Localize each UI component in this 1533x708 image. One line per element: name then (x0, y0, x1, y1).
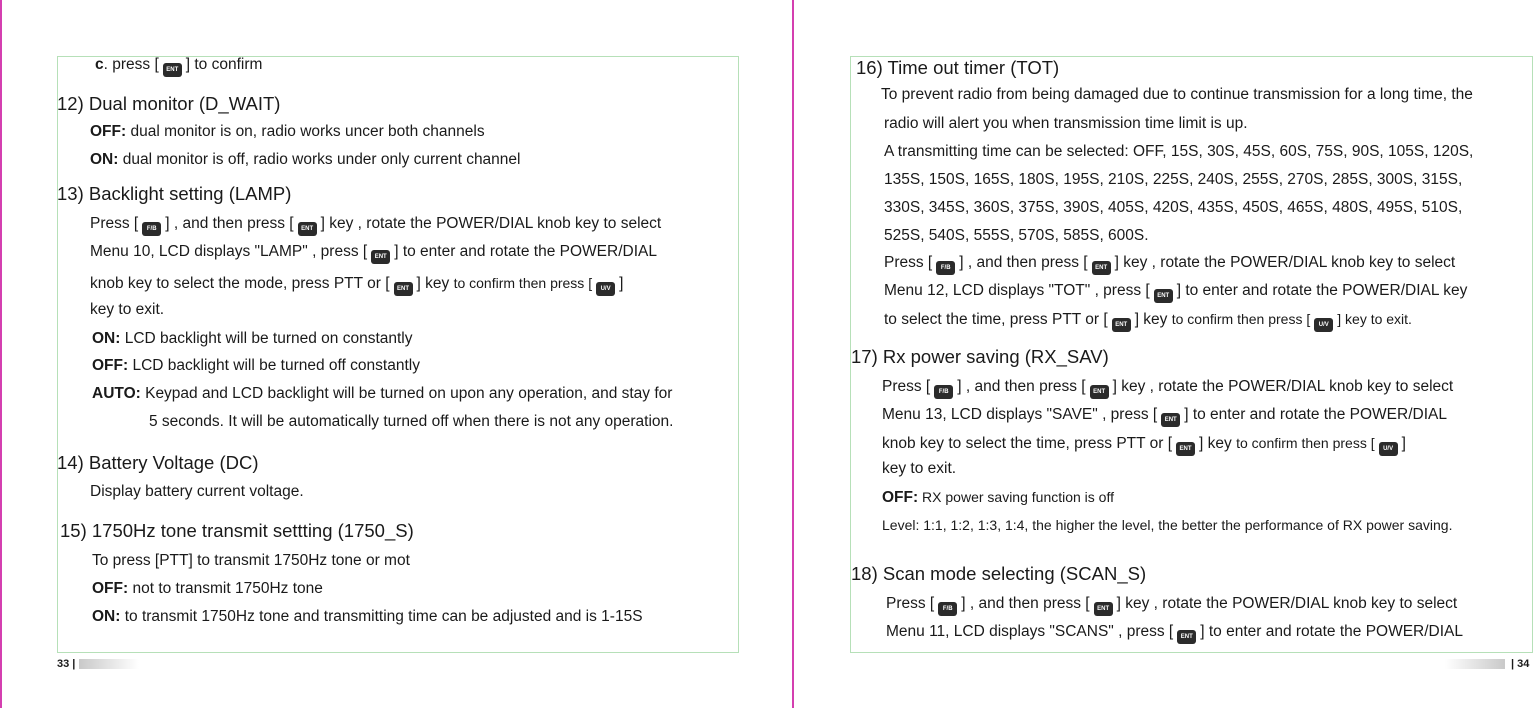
text: Press [ (90, 215, 139, 232)
section-17-heading: 17) Rx power saving (RX_SAV) (851, 346, 1109, 367)
option-text: LCD backlight will be turned on constantly (120, 330, 413, 347)
ent-key-icon: ENT (371, 250, 390, 264)
section-15-heading: 15) 1750Hz tone transmit settting (1750_S) (60, 520, 414, 541)
backlight-auto-line (92, 385, 672, 403)
rx-save-instruction-line (882, 378, 1453, 399)
text: ] , and then press [ (961, 595, 1090, 612)
option-text: to transmit 1750Hz tone and transmitting time can be adjusted and is 1-15S (120, 608, 643, 625)
uv-key-icon: U/V (596, 282, 615, 296)
scan-instruction-line (886, 595, 1457, 616)
text: ] key to exit. (1337, 311, 1412, 327)
rx-save-instruction-line (882, 434, 1406, 456)
ent-key-icon: ENT (1092, 261, 1111, 275)
page-number: 34 (1517, 658, 1530, 670)
text: ] (619, 275, 624, 292)
text: ] , and then press [ (957, 378, 1086, 395)
confirm-step (95, 56, 262, 77)
option-text: LCD backlight will be turned off constantly (128, 357, 420, 374)
ent-key-icon: ENT (1112, 318, 1131, 332)
rx-save-instruction-line (882, 406, 1447, 427)
backlight-off-line (92, 357, 420, 375)
text: Press [ (886, 595, 935, 612)
step-text: ] to confirm (185, 56, 263, 73)
ent-key-icon: ENT (1094, 602, 1113, 616)
text: ] key (416, 275, 450, 292)
page-gutter (792, 0, 794, 708)
section-12-heading: 12) Dual monitor (D_WAIT) (57, 93, 281, 114)
section-16-heading: 16) Time out timer (TOT) (856, 57, 1060, 78)
option-label: ON: (90, 151, 119, 168)
step-letter: c (95, 56, 104, 73)
dual-monitor-on-line (90, 151, 520, 169)
text: Menu 10, LCD displays "LAMP" , press [ (90, 243, 368, 260)
tot-options-line: 330S, 345S, 360S, 375S, 390S, 405S, 420S, 435S, 450S, 465S, 480S, 495S, 510S, (884, 199, 1463, 216)
text: ] , and then press [ (959, 254, 1088, 271)
text: ] , and then press [ (165, 215, 294, 232)
text: ] key , rotate the POWER/DIAL knob key to select (1112, 378, 1454, 395)
option-label: ON: (92, 608, 121, 625)
rx-save-off-line (882, 488, 1114, 507)
tone-off-line (92, 580, 323, 598)
backlight-auto-continued: 5 seconds. It will be automatically turned off when there is not any operation. (149, 413, 674, 430)
option-label: OFF: (92, 357, 129, 374)
dual-monitor-off-line (90, 123, 485, 141)
rx-save-instruction-line: key to exit. (882, 460, 957, 477)
text: Menu 13, LCD displays "SAVE" , press [ (882, 406, 1158, 423)
text: ] key (1134, 311, 1168, 328)
ent-key-icon: ENT (163, 63, 182, 77)
text: Menu 11, LCD displays "SCANS" , press [ (886, 623, 1174, 640)
text: ] key , rotate the POWER/DIAL knob key to select (320, 215, 662, 232)
text: ] (1401, 435, 1406, 452)
fb-key-icon: F/B (142, 222, 161, 236)
ent-key-icon: ENT (1154, 289, 1173, 303)
text: Menu 12, LCD displays "TOT" , press [ (884, 282, 1150, 299)
text: ] key , rotate the POWER/DIAL knob key to select (1114, 254, 1456, 271)
text: [ (1167, 435, 1173, 452)
backlight-instruction-line: key to exit. (90, 301, 165, 318)
backlight-instruction-line (90, 215, 661, 236)
tone-on-line (92, 608, 643, 626)
uv-key-icon: U/V (1314, 318, 1333, 332)
tot-description-line: To prevent radio from being damaged due to continue transmission for a long time, the (881, 86, 1473, 103)
ent-key-icon: ENT (298, 222, 317, 236)
option-label: OFF: (92, 580, 129, 597)
ent-key-icon: ENT (1161, 413, 1180, 427)
footer-bar-left (79, 659, 139, 669)
tot-instruction-line (884, 254, 1455, 275)
page-number-right: | 34 (1511, 658, 1530, 670)
tot-options-line: 135S, 150S, 165S, 180S, 195S, 210S, 225S, 240S, 255S, 270S, 285S, 300S, 315S, (884, 171, 1463, 188)
page-number: 33 (57, 658, 70, 670)
ent-key-icon: ENT (1177, 630, 1196, 644)
tone-description: To press [PTT] to transmit 1750Hz tone or mot (92, 552, 410, 569)
option-text: dual monitor is on, radio works uncer both channels (126, 123, 485, 140)
option-label: ON: (92, 330, 121, 347)
page-number-left: 33 | (57, 658, 76, 670)
text: ] key (1199, 435, 1232, 452)
step-text: . press [ (103, 56, 159, 73)
text: Press [ (884, 254, 933, 271)
fb-key-icon: F/B (936, 261, 955, 275)
text: knob key to select the time, press PTT or (882, 435, 1164, 452)
text: to select the time, press PTT or [ (884, 311, 1108, 328)
text: ] to enter and rotate the POWER/DIAL (1184, 406, 1447, 423)
text: to confirm then press [ (453, 275, 593, 291)
option-text: dual monitor is off, radio works under only current channel (118, 151, 521, 168)
backlight-instruction-line (90, 274, 623, 296)
text: Press [ (882, 378, 931, 395)
fb-key-icon: F/B (938, 602, 957, 616)
text: to confirm then press [ (1236, 435, 1375, 451)
footer-bar-right (1445, 659, 1505, 669)
option-text: RX power saving function is off (918, 489, 1114, 505)
ent-key-icon: ENT (394, 282, 413, 296)
tot-description-line: radio will alert you when transmission time limit is up. (884, 115, 1248, 132)
text: ] to enter and rotate the POWER/DIAL (394, 243, 657, 260)
tot-instruction-line (884, 310, 1412, 332)
text: ] to enter and rotate the POWER/DIAL (1200, 623, 1464, 640)
text: to confirm then press [ (1171, 311, 1311, 327)
rx-save-level-line: Level: 1:1, 1:2, 1:3, 1:4, the higher the level, the better the performance of RX power saving. (882, 517, 1453, 533)
option-label: OFF: (90, 123, 127, 140)
battery-description: Display battery current voltage. (90, 483, 304, 500)
backlight-on-line (92, 330, 413, 348)
text: ] to enter and rotate the POWER/DIAL key (1176, 282, 1468, 299)
uv-key-icon: U/V (1379, 442, 1398, 456)
option-label: OFF: (882, 489, 919, 506)
section-14-heading: 14) Battery Voltage (DC) (57, 452, 259, 473)
backlight-instruction-line (90, 243, 657, 264)
scan-instruction-line (886, 623, 1463, 644)
ent-key-icon: ENT (1176, 442, 1195, 456)
option-label: AUTO: (92, 385, 141, 402)
option-text: Keypad and LCD backlight will be turned on upon any operation, and stay for (140, 385, 673, 402)
fb-key-icon: F/B (934, 385, 953, 399)
text: knob key to select the mode, press PTT or [ (90, 275, 390, 292)
tot-options-line: 525S, 540S, 555S, 570S, 585S, 600S. (884, 227, 1149, 244)
left-page-edge (0, 0, 2, 708)
ent-key-icon: ENT (1090, 385, 1109, 399)
text: ] key , rotate the POWER/DIAL knob key to select (1116, 595, 1458, 612)
tot-options-line: A transmitting time can be selected: OFF, 15S, 30S, 45S, 60S, 75S, 90S, 105S, 120S, (884, 143, 1474, 160)
option-text: not to transmit 1750Hz tone (128, 580, 323, 597)
section-13-heading: 13) Backlight setting (LAMP) (57, 183, 292, 204)
tot-instruction-line (884, 282, 1467, 303)
section-18-heading: 18) Scan mode selecting (SCAN_S) (851, 563, 1147, 584)
